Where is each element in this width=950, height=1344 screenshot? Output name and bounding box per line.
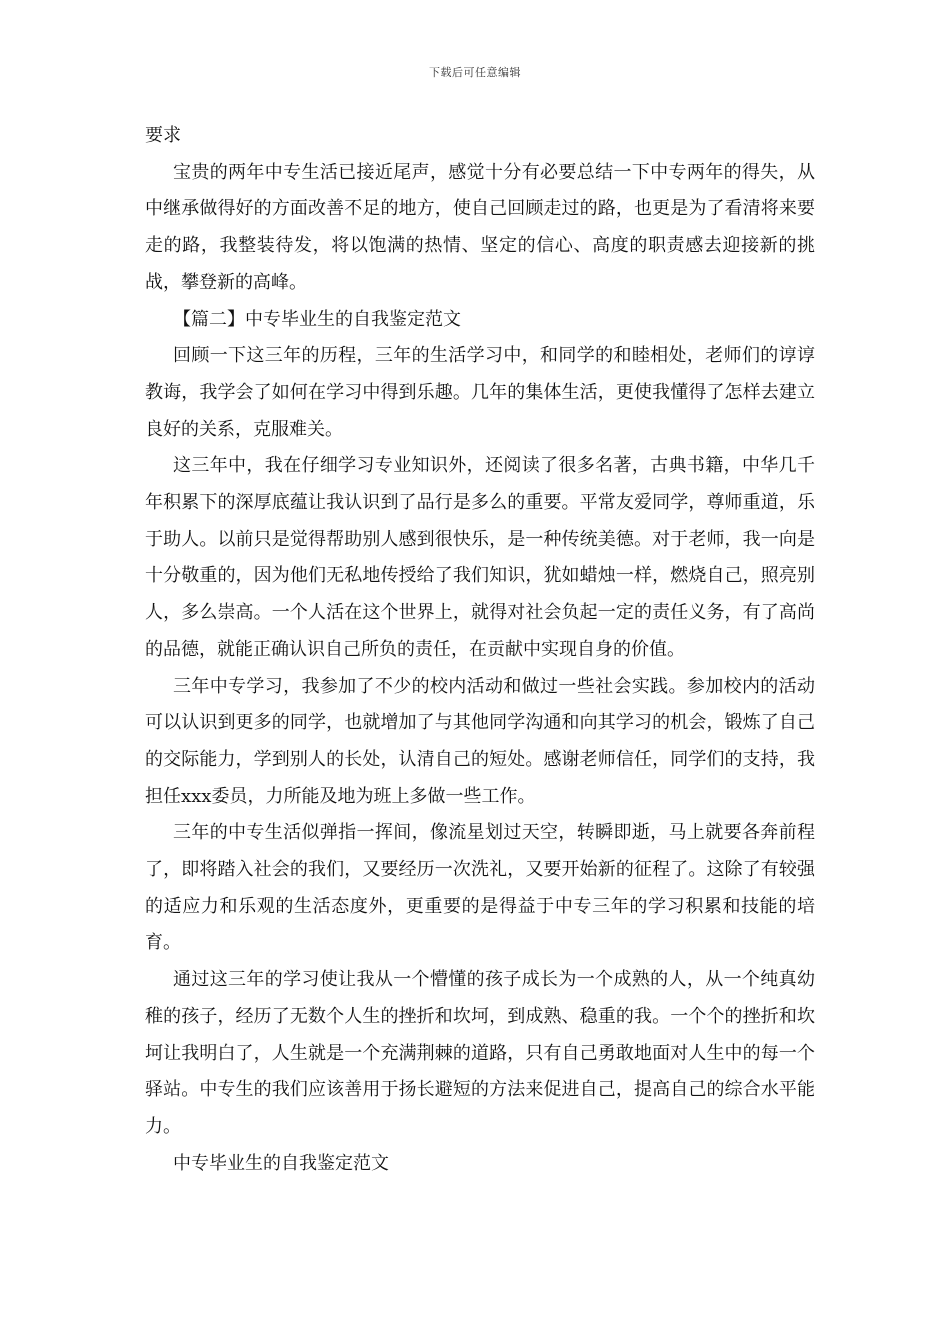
section-heading-part-two: 【篇二】中专毕业生的自我鉴定范文 — [173, 308, 461, 330]
paragraph-growth: 通过这三年的学习使让我从一个懵懂的孩子成长为一个成熟的人，从一个纯真幼稚的孩子，经历了无数个人生的挫折和坎坷，到成熟、稳重的我。一个个的挫折和坎坷让我明白了，人生就是一个充满荆棘的道路，只有自己勇敢地面对人生中的每一个驿站。中专生的我们应该善用于扬长避短的方法来促进自己，提高自己的综合水平能力。 — [145, 969, 815, 1137]
paragraph-activities: 三年中专学习，我参加了不少的校内活动和做过一些社会实践。参加校内的活动可以认识到更多的同学，也就增加了与其他同学沟通和向其学习的机会，锻炼了自己的交际能力，学到别人的长处，认清自己的短处。感谢老师信任，同学们的支持，我担任xxx委员，力所能及地为班上多做一些工作。 — [145, 675, 815, 807]
paragraph-continuation: 要求 — [145, 125, 181, 146]
paragraph-future: 三年的中专生活似弹指一挥间，像流星划过天空，转瞬即逝，马上就要各奔前程了，即将踏入社会的我们，又要经历一次洗礼，又要开始新的征程了。这除了有较强的适应力和乐观的生活态度外，更重要的是得益于中专三年的学习积累和技能的培育。 — [145, 822, 815, 954]
paragraph-study: 这三年中，我在仔细学习专业知识外，还阅读了很多名著，古典书籍，中华几千年积累下的深厚底蕴让我认识到了品行是多么的重要。平常友爱同学，尊师重道，乐于助人。以前只是觉得帮助别人感到很快乐，是一种传统美德。对于老师，我一向是十分敬重的，因为他们无私地传授给了我们知识，犹如蜡烛一样，燃烧自己，照亮别人，多么崇高。一个人活在这个世界上，就得对社会负起一定的责任义务，有了高尚的品德，就能正确认识自己所负的责任，在贡献中实现自身的价值。 — [145, 455, 815, 660]
section-heading-next: 中专毕业生的自我鉴定范文 — [173, 1152, 389, 1174]
document-body — [145, 118, 815, 1182]
paragraph-summary: 宝贵的两年中专生活已接近尾声，感觉十分有必要总结一下中专两年的得失，从中继承做得好的方面改善不足的地方，使自己回顾走过的路，也更是为了看清将来要走的路，我整装待发，将以饱满的热情、坚定的信心、高度的职责感去迎接新的挑战，攀登新的高峰。 — [145, 161, 815, 293]
page-header: 下载后可任意编辑 — [429, 66, 521, 79]
paragraph-review: 回顾一下这三年的历程，三年的生活学习中，和同学的和睦相处，老师们的谆谆教诲，我学会了如何在学习中得到乐趣。几年的集体生活，更使我懂得了怎样去建立良好的关系，克服难关。 — [145, 345, 815, 440]
